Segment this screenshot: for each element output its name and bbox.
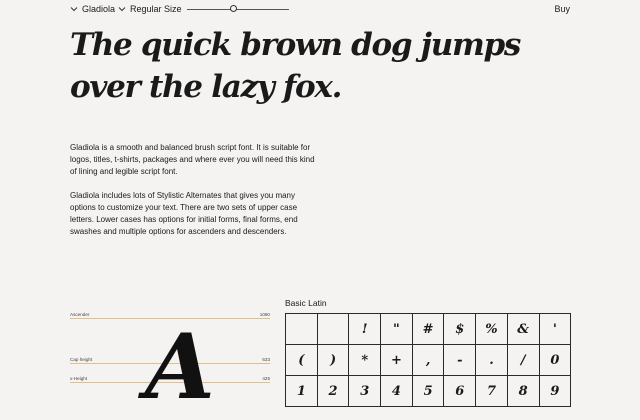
glyph-cell[interactable]: ! bbox=[349, 314, 381, 345]
glyph-cell[interactable]: , bbox=[413, 345, 445, 376]
glyph-cell[interactable]: / bbox=[508, 345, 540, 376]
glyph-cell[interactable]: # bbox=[413, 314, 445, 345]
metric-value: 1060 bbox=[259, 312, 270, 317]
font-style-label: Regular bbox=[130, 4, 162, 14]
chevron-down-icon bbox=[118, 5, 126, 13]
buy-link[interactable]: Buy bbox=[554, 4, 570, 14]
glyph-cell[interactable]: * bbox=[349, 345, 381, 376]
glyph-cell[interactable]: ( bbox=[286, 345, 318, 376]
glyph-cell[interactable]: % bbox=[476, 314, 508, 345]
font-description bbox=[70, 142, 315, 250]
vertical-metrics-panel bbox=[70, 312, 270, 420]
metric-value: 425 bbox=[262, 376, 270, 381]
glyph-cell[interactable]: 8 bbox=[508, 376, 540, 407]
size-slider-handle[interactable] bbox=[230, 5, 237, 12]
toolbar bbox=[0, 0, 640, 18]
sample-headline: The quick brown dog jumps over the lazy fox. bbox=[70, 27, 520, 105]
glyph-cell[interactable]: . bbox=[476, 345, 508, 376]
metric-label: x-Height bbox=[70, 376, 88, 381]
specimen-glyph: A bbox=[145, 314, 215, 420]
metric-label: Cap height bbox=[70, 357, 93, 362]
glyph-cell[interactable]: + bbox=[381, 345, 413, 376]
size-label: Size bbox=[164, 4, 182, 14]
glyph-cell[interactable]: & bbox=[508, 314, 540, 345]
glyph-section-title: Basic Latin bbox=[285, 298, 327, 308]
glyph-cell[interactable]: 5 bbox=[413, 376, 445, 407]
glyph-cell[interactable]: - bbox=[444, 345, 476, 376]
glyph-cell[interactable]: 6 bbox=[444, 376, 476, 407]
glyph-cell[interactable]: ) bbox=[318, 345, 350, 376]
glyph-cell[interactable] bbox=[318, 314, 350, 345]
glyph-cell[interactable]: 9 bbox=[540, 376, 572, 407]
glyph-cell[interactable] bbox=[286, 314, 318, 345]
glyph-cell[interactable]: 0 bbox=[540, 345, 572, 376]
glyph-cell[interactable]: 2 bbox=[318, 376, 350, 407]
glyph-cell[interactable]: $ bbox=[444, 314, 476, 345]
glyph-cell[interactable]: 1 bbox=[286, 376, 318, 407]
glyph-cell[interactable]: 4 bbox=[381, 376, 413, 407]
description-paragraph: Gladiola includes lots of Stylistic Alternates that gives you many options to customize your text. There are two sets of upper case letters. Lower cases has options for initial forms, final forms, end swashes and multiple options for ascenders and descenders. bbox=[70, 191, 298, 236]
glyph-cell[interactable]: ' bbox=[540, 314, 572, 345]
glyph-grid bbox=[285, 313, 571, 407]
size-slider[interactable] bbox=[187, 9, 289, 10]
chevron-down-icon bbox=[70, 5, 78, 13]
metric-value: 633 bbox=[262, 357, 270, 362]
font-family-label: Gladiola bbox=[82, 4, 116, 14]
glyph-cell[interactable]: 3 bbox=[349, 376, 381, 407]
glyph-cell[interactable]: 7 bbox=[476, 376, 508, 407]
metric-label: Ascender bbox=[70, 312, 90, 317]
glyph-cell[interactable]: " bbox=[381, 314, 413, 345]
description-paragraph: Gladiola is a smooth and balanced brush script font. It is suitable for logos, titles, t-shirts, packages and where ever you will need this kind of lining and legible script font. bbox=[70, 143, 315, 176]
font-style-dropdown[interactable] bbox=[118, 4, 162, 14]
font-family-dropdown[interactable] bbox=[70, 4, 115, 14]
